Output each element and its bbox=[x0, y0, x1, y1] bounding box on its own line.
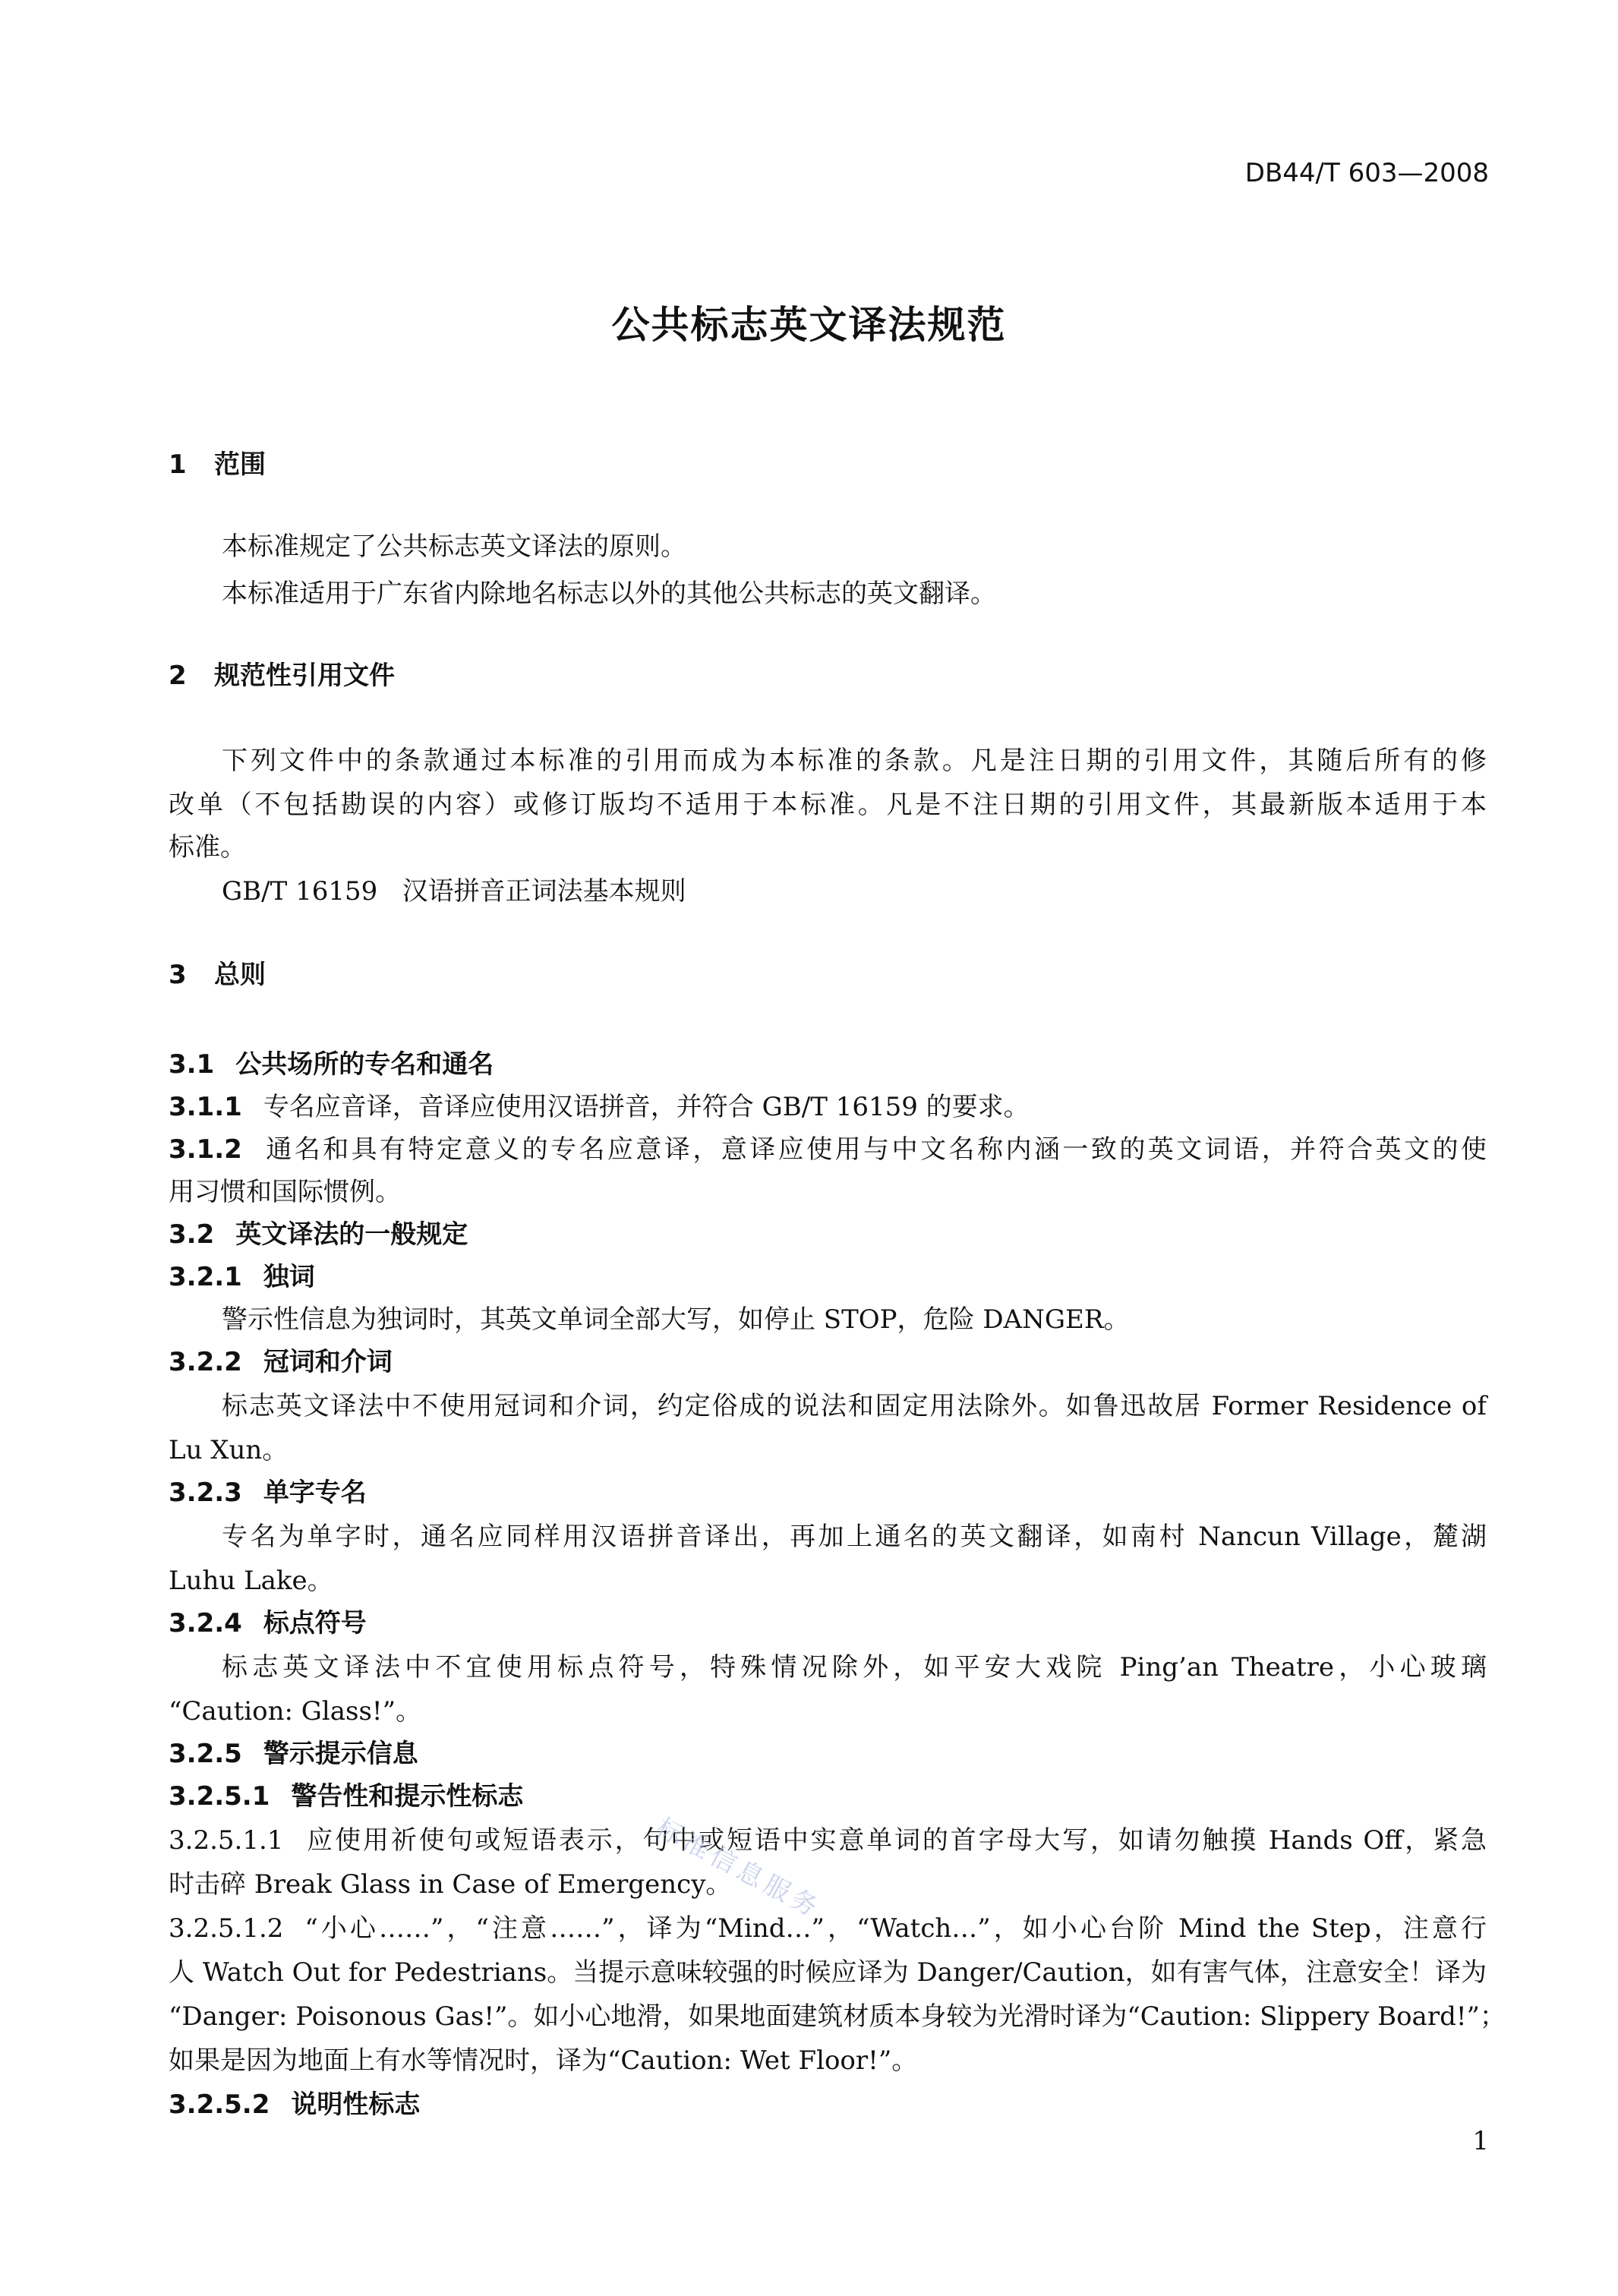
clause-number: 3.2.5.1 bbox=[169, 1781, 270, 1812]
clause-3-1-1 bbox=[169, 1092, 1487, 1122]
clause-3-2-4-heading bbox=[169, 1608, 1487, 1638]
paragraph-line: 标志英文译法中不使用冠词和介词，约定俗成的说法和固定用法除外。如鲁迅故居 Former Residence of bbox=[222, 1391, 1487, 1421]
normative-reference bbox=[222, 876, 1487, 907]
clause-text-continued: “Danger: Poisonous Gas!”。如小心地滑，如果地面建筑材质本身较为光滑时译为“Caution: Slippery Board!”； bbox=[169, 2001, 1506, 2032]
subsection-title: 公共场所的专名和通名 bbox=[235, 1049, 494, 1080]
clause-number: 3.2.5.2 bbox=[169, 2089, 270, 2120]
paragraph: 警示性信息为独词时，其英文单词全部大写，如停止 STOP，危险 DANGER。 bbox=[222, 1304, 1130, 1335]
section-3-heading bbox=[169, 960, 1487, 990]
clause-title: 单字专名 bbox=[263, 1478, 367, 1508]
clause-text: 应使用祈使句或短语表示，句中或短语中实意单词的首字母大写，如请勿触摸 Hands Off，紧急 bbox=[304, 1825, 1487, 1856]
section-2-heading bbox=[169, 661, 1487, 691]
paragraph-line: 标志英文译法中不宜使用标点符号，特殊情况除外，如平安大戏院 Ping’an Theatre，小心玻璃 bbox=[222, 1652, 1487, 1683]
clause-3-1-2 bbox=[169, 1134, 1487, 1165]
section-number: 1 bbox=[169, 449, 187, 480]
paragraph-line: Lu Xun。 bbox=[169, 1435, 289, 1465]
document-code: DB44/T 603—2008 bbox=[1244, 158, 1489, 188]
clause-3-2-1-heading bbox=[169, 1262, 1487, 1292]
clause-title: 说明性标志 bbox=[291, 2089, 421, 2120]
clause-text-continued: 如果是因为地面上有水等情况时，译为“Caution: Wet Floor!”。 bbox=[169, 2045, 918, 2076]
clause-number: 3.1.1 bbox=[169, 1092, 242, 1122]
paragraph-line: 下列文件中的条款通过本标准的引用而成为本标准的条款。凡是注日期的引用文件，其随后所有的修 bbox=[222, 746, 1487, 776]
clause-text: 专名应音译，音译应使用汉语拼音，并符合 GB/T 16159 的要求。 bbox=[263, 1092, 1030, 1122]
subsection-3-1-heading bbox=[169, 1049, 1487, 1080]
clause-3-2-5-1-2 bbox=[169, 1913, 1487, 1944]
watermark-text: 标准信息服务 bbox=[651, 1812, 827, 1925]
clause-title: 冠词和介词 bbox=[263, 1347, 393, 1377]
clause-text-continued: 时击碎 Break Glass in Case of Emergency。 bbox=[169, 1869, 732, 1900]
page-number: 1 bbox=[1472, 2126, 1489, 2156]
subsection-title: 英文译法的一般规定 bbox=[235, 1219, 468, 1250]
clause-number: 3.2.3 bbox=[169, 1478, 242, 1508]
paragraph-line: “Caution: Glass!”。 bbox=[169, 1696, 421, 1727]
clause-text-continued: 人 Watch Out for Pedestrians。当提示意味较强的时候应译为 Danger/Caution，如有害气体，注意安全！译为 bbox=[169, 1957, 1487, 1988]
paragraph-line: Luhu Lake。 bbox=[169, 1566, 333, 1596]
paragraph: 本标准规定了公共标志英文译法的原则。 bbox=[222, 531, 686, 562]
clause-text-continued: 用习惯和国际惯例。 bbox=[169, 1177, 401, 1207]
clause-title: 警示提示信息 bbox=[263, 1739, 418, 1769]
section-title: 规范性引用文件 bbox=[214, 661, 395, 691]
clause-text: “小心……”，“注意……”，译为“Mind…”，“Watch…”，如小心台阶 Mind the Step，注意行 bbox=[304, 1913, 1487, 1944]
section-1-heading bbox=[169, 449, 1487, 480]
paragraph-line: 改单（不包括勘误的内容）或修订版均不适用于本标准。凡是不注日期的引用文件，其最新版本适用于本 bbox=[169, 790, 1487, 820]
clause-number: 3.2.5.1.2 bbox=[169, 1913, 284, 1944]
section-number: 2 bbox=[169, 661, 187, 691]
paragraph: 本标准适用于广东省内除地名标志以外的其他公共标志的英文翻译。 bbox=[222, 579, 996, 609]
clause-number: 3.2.5.1.1 bbox=[169, 1825, 284, 1856]
clause-3-2-5-1-heading bbox=[169, 1781, 1487, 1812]
clause-number: 3.2.2 bbox=[169, 1347, 242, 1377]
reference-code: GB/T 16159 bbox=[222, 876, 378, 907]
clause-3-2-5-1-1 bbox=[169, 1825, 1487, 1856]
clause-3-2-3-heading bbox=[169, 1478, 1487, 1508]
clause-number: 3.1.2 bbox=[169, 1134, 242, 1165]
section-title: 总则 bbox=[214, 960, 266, 990]
subsection-3-2-heading bbox=[169, 1219, 1487, 1250]
clause-title: 标点符号 bbox=[263, 1608, 367, 1638]
clause-3-2-5-heading bbox=[169, 1739, 1487, 1769]
section-number: 3 bbox=[169, 960, 187, 990]
clause-title: 警告性和提示性标志 bbox=[291, 1781, 524, 1812]
clause-text: 通名和具有特定意义的专名应意译，意译应使用与中文名称内涵一致的英文词语，并符合英文的使 bbox=[263, 1134, 1487, 1165]
reference-name: 汉语拼音正词法基本规则 bbox=[402, 876, 686, 907]
clause-number: 3.2.1 bbox=[169, 1262, 242, 1292]
clause-number: 3.2.4 bbox=[169, 1608, 242, 1638]
paragraph-line: 专名为单字时，通名应同样用汉语拼音译出，再加上通名的英文翻译，如南村 Nancun Village，麓湖 bbox=[222, 1522, 1487, 1552]
clause-number: 3.2.5 bbox=[169, 1739, 242, 1769]
clause-3-2-5-2-heading bbox=[169, 2089, 1487, 2120]
paragraph-line: 标准。 bbox=[169, 832, 246, 863]
document-title: 公共标志英文译法规范 bbox=[611, 303, 1007, 347]
subsection-number: 3.1 bbox=[169, 1049, 215, 1080]
clause-title: 独词 bbox=[263, 1262, 315, 1292]
section-title: 范围 bbox=[214, 449, 266, 480]
subsection-number: 3.2 bbox=[169, 1219, 215, 1250]
clause-3-2-2-heading bbox=[169, 1347, 1487, 1377]
